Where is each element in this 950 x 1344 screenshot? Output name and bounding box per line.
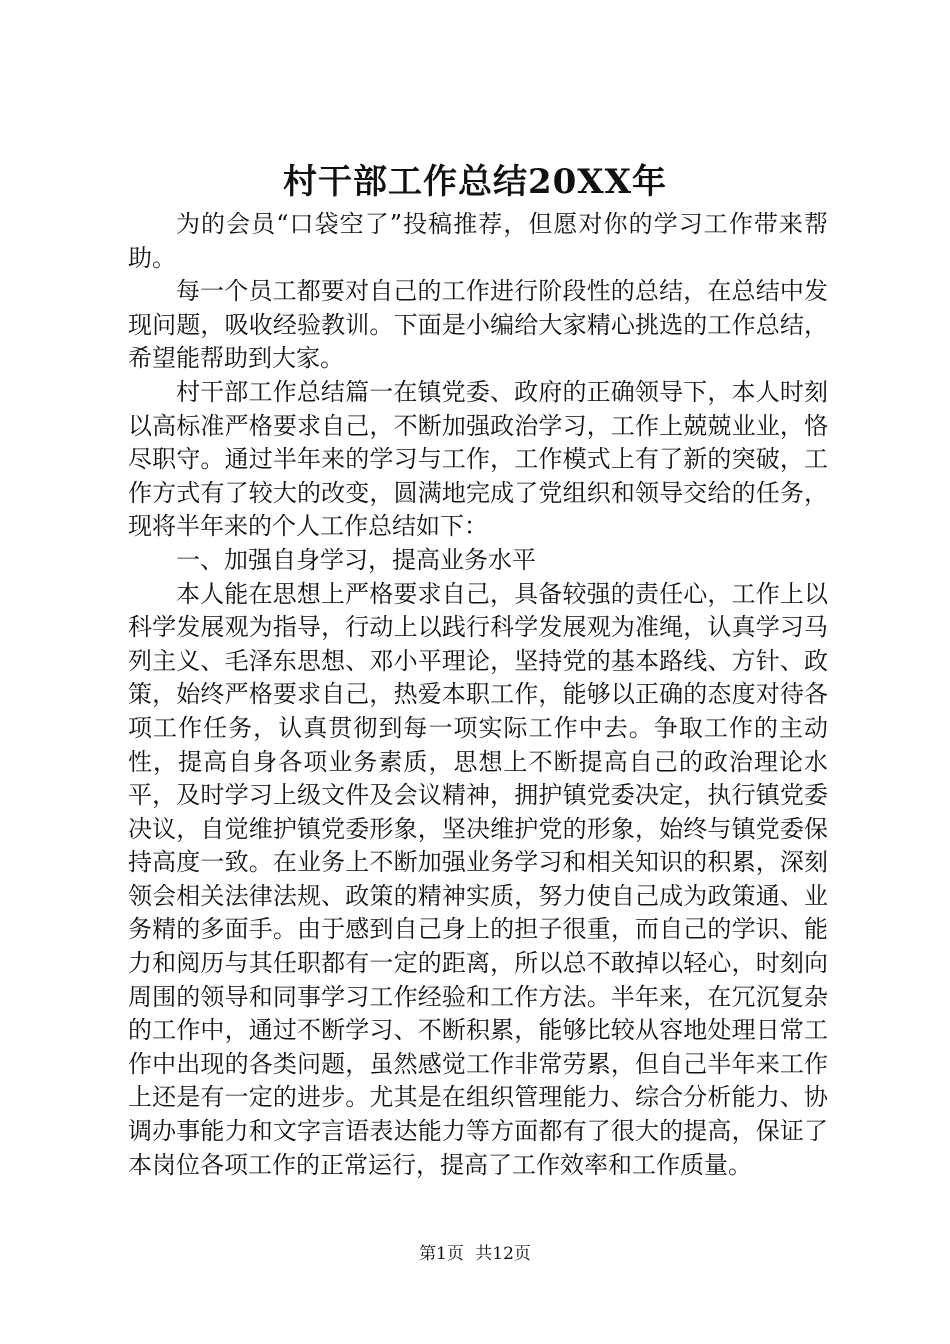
document-title: 村干部工作总结20XX年 (282, 162, 668, 202)
section-heading-one: 一、加强自身学习，提高业务水平 (176, 545, 536, 574)
paragraph-section-one-body: 本人能在思想上严格要求自己，具备较强的责任心，工作上以科学发展观为指导，行动上以践行科学发展观为准绳，认真学习马列主义、毛泽东思想、邓小平理论，坚持党的基本路线、方针、政策，始终严格要求自己，热爱本职工作，能够以正确的态度对待各项工作任务，认真贯彻到每一项实际工作中去。争取工作的主动性，提高自身各项业务素质，思想上不断提高自己的政治理论水平，及时学习上级文件及会议精神，拥护镇党委决定，执行镇党委决议，自觉维护镇党委形象，坚决维护党的形象，始终与镇党委保持高度一致。在业务上不断加强业务学习和相关知识的积累，深刻领会相关法律法规、政策的精神实质，努力使自己成为政策通、业务精的多面手。由于感到自己身上的担子很重，而自己的学识、能力和阅历与其任职都有一定的距离，所以总不敢掉以轻心，时刻向周围的领导和同事学习工作经验和工作方法。半年来，在冗沉复杂的工作中，通过不断学习、不断积累，能够比较从容地处理日常工作中出现的各类问题，虽然感觉工作非常劳累，但自己半年来工作上还是有一定的进步。尤其是在组织管理能力、综合分析能力、协调办事能力和文字言语表达能力等方面都有了很大的提高，保证了本岗位各项工作的正常运行，提高了工作效率和工作质量。 (128, 579, 828, 1179)
paragraph-summary-purpose: 每一个员工都要对自己的工作进行阶段性的总结，在总结中发现问题，吸收经验教训。下面是小编给大家精心挑选的工作总结，希望能帮助到大家。 (128, 277, 828, 373)
page-number-current: 第1页 (419, 1244, 464, 1264)
document-body (128, 208, 828, 1182)
paragraph-intro: 为的会员“口袋空了”投稿推荐，但愿对你的学习工作带来帮助。 (128, 210, 828, 272)
page-number-total: 共12页 (475, 1244, 531, 1264)
paragraph-chapter-one-opening: 村干部工作总结篇一在镇党委、政府的正确领导下，本人时刻以高标准严格要求自己，不断加强政治学习，工作上兢兢业业，恪尽职守。通过半年来的学习与工作，工作模式上有了新的突破，工作方式有了较大的改变，圆满地完成了党组织和领导交给的任务，现将半年来的个人工作总结如下： (128, 377, 828, 541)
page-footer (0, 1242, 950, 1266)
